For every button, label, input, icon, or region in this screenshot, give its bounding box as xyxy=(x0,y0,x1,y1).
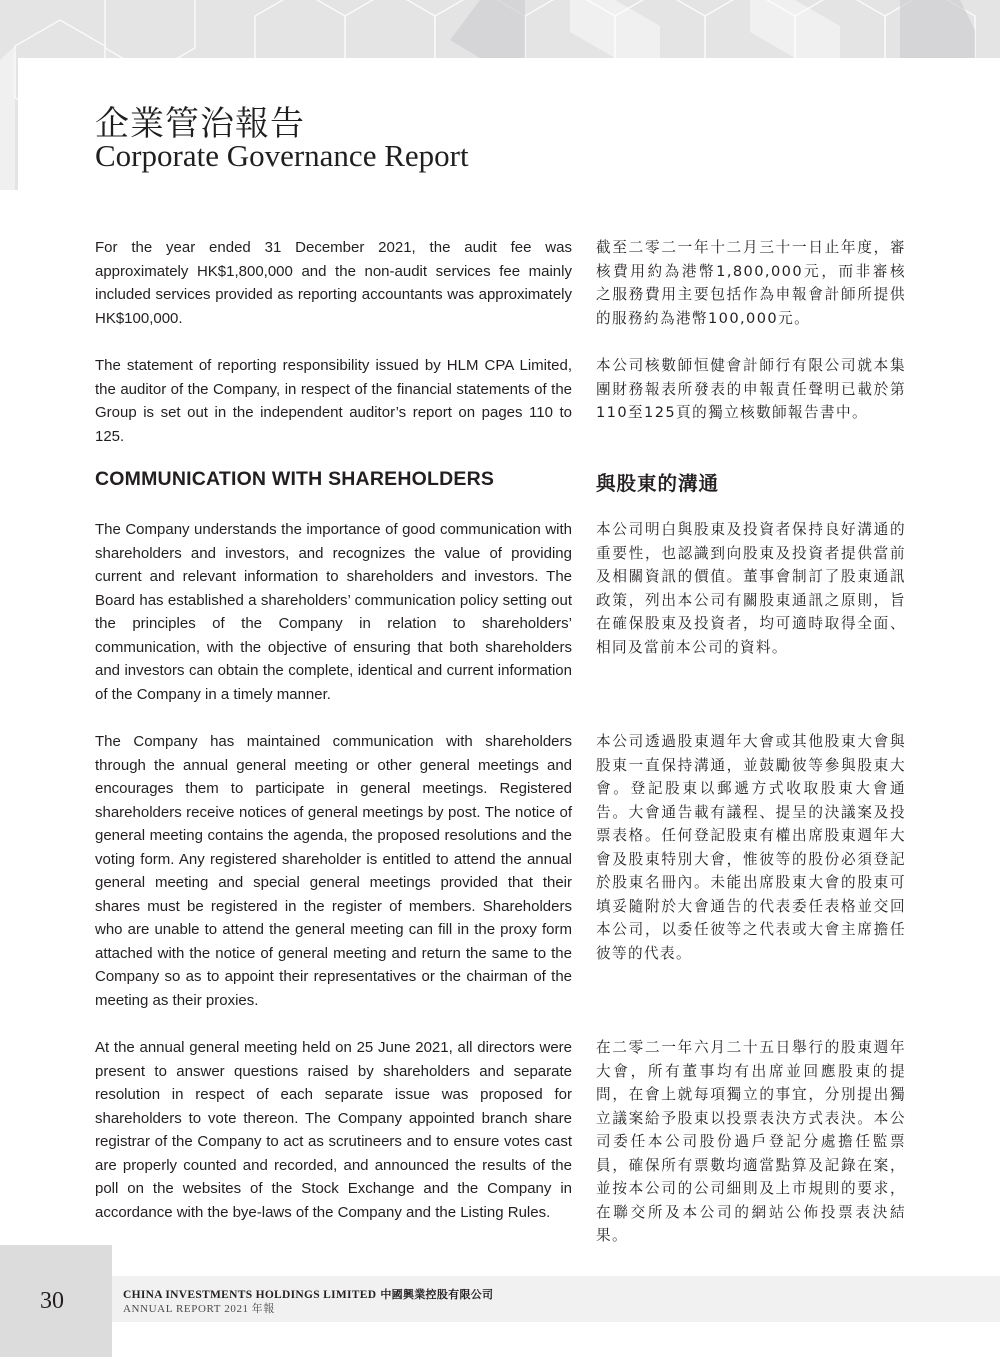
reporting-responsibility-paragraph-en: The statement of reporting responsibility issued by HLM CPA Limited, the auditor of the Company, in respect of the financial statements of the Group is set out in the independent auditor’s report on pages 110 to 125. xyxy=(95,357,572,445)
communication-policy-zh-block xyxy=(596,518,906,659)
audit-fee-paragraph-zh-block xyxy=(596,236,906,330)
general-meetings-zh-block xyxy=(596,730,906,965)
agm-results-paragraph-zh: 在二零二一年六月二十五日舉行的股東週年大會，所有董事均有出席並回應股東的提問，在會上就每項獨立的事宜，分別提出獨立議案給予股東以投票表決方式表決。本公司委任本公司股份過戶登記分處擔任監票員，確保所有票數均適當點算及記錄在案，並按本公司的公司細則及上市規則的要求，在聯交所及本公司的網站公佈投票表決結果。 xyxy=(596,1039,906,1244)
reporting-responsibility-paragraph-zh: 本公司核數師恒健會計師行有限公司就本集團財務報表所發表的申報責任聲明已載於第110至125頁的獨立核數師報告書中。 xyxy=(596,357,906,421)
communication-policy-paragraph-en: The Company understands the importance of good communication with shareholders and investors, and recognizes the value of providing current and relevant information to shareholders and investors. The Board has established a shareholders’ communication policy setting out the principles of the Company in relation to shareholders’ communication, with the objective of ensuring that both shareholders and investors can obtain the complete, identical and current information of the Company in a timely manner. xyxy=(95,521,572,703)
footer-company-name-zh: 中國興業控股有限公司 xyxy=(380,1288,494,1301)
page-title-chinese: 企業管治報告 xyxy=(95,104,305,144)
reporting-responsibility-en-block xyxy=(95,354,572,448)
section-heading-zh: 與股東的溝通 xyxy=(596,472,720,495)
footer-company-name-en: CHINA INVESTMENTS HOLDINGS LIMITED xyxy=(123,1289,377,1301)
footer-report-title xyxy=(123,1300,275,1316)
agm-results-zh-block xyxy=(596,1036,906,1248)
communication-policy-paragraph-zh: 本公司明白與股東及投資者保持良好溝通的重要性，也認識到向股東及投資者提供當前及相關資訊的價值。董事會制訂了股東通訊政策，列出本公司有關股東通訊之原則，旨在確保股東及投資者，均可適時取得全面、相同及當前本公司的資料。 xyxy=(596,521,906,656)
agm-results-paragraph-en: At the annual general meeting held on 25 June 2021, all directors were present to answer questions raised by shareholders and separate resolution in respect of each separate issue was proposed for shareholders to vote thereon. The Company appointed branch share registrar of the Company to act as scrutineers and to ensure votes cast are properly counted and recorded, and announced the results of the poll on the websites of the Stock Exchange and the Company in accordance with the bye-laws of the Company and the Listing Rules. xyxy=(95,1039,572,1221)
communication-policy-en-block xyxy=(95,518,572,706)
page-number: 30 xyxy=(40,1288,64,1314)
agm-results-en-block xyxy=(95,1036,572,1224)
page-title-english: Corporate Governance Report xyxy=(95,138,469,173)
general-meetings-paragraph-en: The Company has maintained communication with shareholders through the annual general meeting or other general meetings and encourages them to participate in general meetings. Registered shareholders receive notices of general meetings by post. The notice of general meeting contains the agenda, the proposed resolutions and the voting form. Any registered shareholder is entitled to attend the annual general meeting and special general meetings provided that their shares must be registered in the register of members. Shareholders who are unable to attend the general meeting can fill in the proxy form attached with the notice of general meeting and return the same to the Company so as to appoint their representatives or the chairman of the meeting as their proxies. xyxy=(95,733,572,1009)
footer-report-title-zh: 年報 xyxy=(251,1302,275,1315)
footer-report-title-en: ANNUAL REPORT 2021 xyxy=(123,1303,249,1315)
audit-fee-paragraph-en-block xyxy=(95,236,572,330)
section-heading-en: COMMUNICATION WITH SHAREHOLDERS xyxy=(95,468,495,490)
general-meetings-paragraph-zh: 本公司透過股東週年大會或其他股東大會與股東一直保持溝通，並鼓勵彼等參與股東大會。登記股東以郵遞方式收取股東大會通告。大會通告載有議程、提呈的決議案及投票表格。任何登記股東有權出席股東週年大會及股東特別大會，惟彼等的股份必須登記於股東名冊內。未能出席股東大會的股東可填妥隨附於大會通告的代表委任表格並交回本公司，以委任彼等之代表或大會主席擔任彼等的代表。 xyxy=(596,733,906,962)
general-meetings-en-block xyxy=(95,730,572,1012)
audit-fee-paragraph-en: For the year ended 31 December 2021, the audit fee was approximately HK$1,800,000 and the non-audit services fee mainly included services provided as reporting accountants was approximately HK$100,000. xyxy=(95,239,572,327)
audit-fee-paragraph-zh: 截至二零二一年十二月三十一日止年度，審核費用約為港幣1,800,000元，而非審核之服務費用主要包括作為申報會計師所提供的服務約為港幣100,000元。 xyxy=(596,239,906,327)
reporting-responsibility-zh-block xyxy=(596,354,906,425)
section-heading-zh-block xyxy=(596,468,906,496)
section-heading-en-block xyxy=(95,468,572,491)
